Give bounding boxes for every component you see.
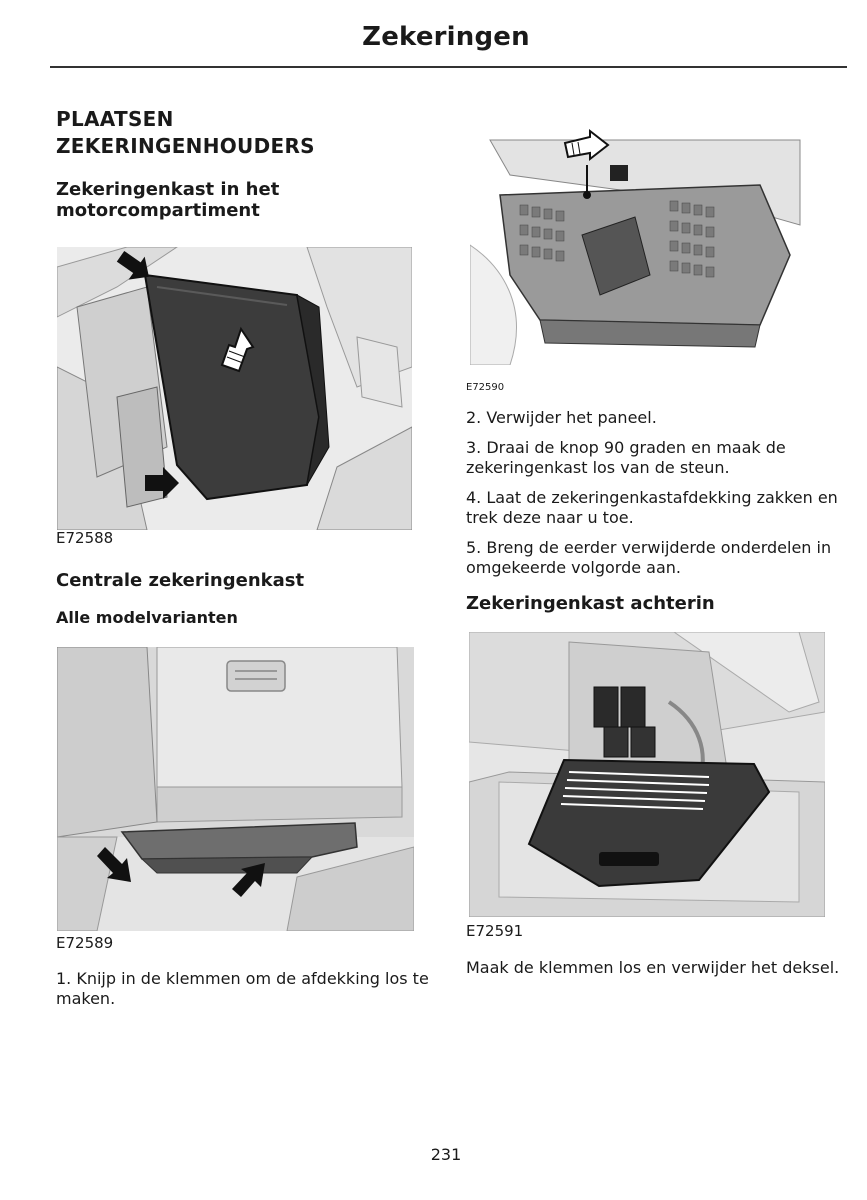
- subheading-engine: [56, 179, 356, 221]
- step-1: [56, 969, 436, 1009]
- step-1-text: 1. Knijp in de klemmen om de afdekking los te maken.: [56, 969, 429, 1008]
- title-divider: [50, 66, 847, 68]
- page-number: 231: [430, 1145, 462, 1164]
- central-fusebox-illustration: [57, 647, 414, 931]
- handle-icon: [227, 661, 285, 691]
- step-4: [466, 488, 846, 528]
- knob-icon: [610, 165, 628, 181]
- section-title: PLAATSEN ZEKERINGENHOUDERS: [56, 107, 315, 158]
- step-3: [466, 438, 846, 478]
- subheading-central: [56, 570, 416, 591]
- rear-instructions: [466, 958, 846, 978]
- figure-central-fusebox: [57, 647, 414, 931]
- subheading-engine-text: Zekeringenkast in het motorcompartiment: [56, 179, 280, 221]
- figure-code-4: E72591: [466, 922, 524, 940]
- step-5-text: 5. Breng de eerder verwijderde onderdelen in omgekeerde volgorde aan.: [466, 538, 832, 577]
- subheading-rear-text: Zekeringenkast achterin: [466, 593, 715, 614]
- step-2: [466, 408, 846, 428]
- subheading-rear: [466, 593, 846, 614]
- figure-code-3: E72590: [466, 382, 505, 393]
- engine-fusebox-illustration: [57, 247, 412, 530]
- page-title: Zekeringen: [362, 22, 530, 52]
- handle-icon: [599, 852, 659, 866]
- rear-fusebox-illustration: [469, 632, 825, 917]
- figure-rear-fusebox: [469, 632, 825, 917]
- step-3-text: 3. Draai de knop 90 graden en maak de zekeringenkast los van de steun.: [466, 438, 786, 477]
- subheading-central-text: Centrale zekeringenkast: [56, 570, 305, 591]
- fusebox-knob-illustration: [470, 125, 805, 365]
- figure-engine-fusebox: [57, 247, 412, 530]
- step-4-text: 4. Laat de zekeringenkastafdekking zakken en trek deze naar u toe.: [466, 488, 838, 527]
- figure-code-2: E72589: [56, 934, 114, 952]
- rear-instructions-text: Maak de klemmen los en verwijder het deksel.: [466, 958, 840, 977]
- figure-code-1: E72588: [56, 529, 114, 547]
- section-heading: [56, 106, 416, 160]
- subheading-all-models: [56, 608, 416, 628]
- figure-fusebox-knob: [470, 125, 805, 365]
- step-2-text: 2. Verwijder het paneel.: [466, 408, 657, 427]
- step-5: [466, 538, 846, 578]
- subheading-all-models-text: Alle modelvarianten: [56, 608, 238, 627]
